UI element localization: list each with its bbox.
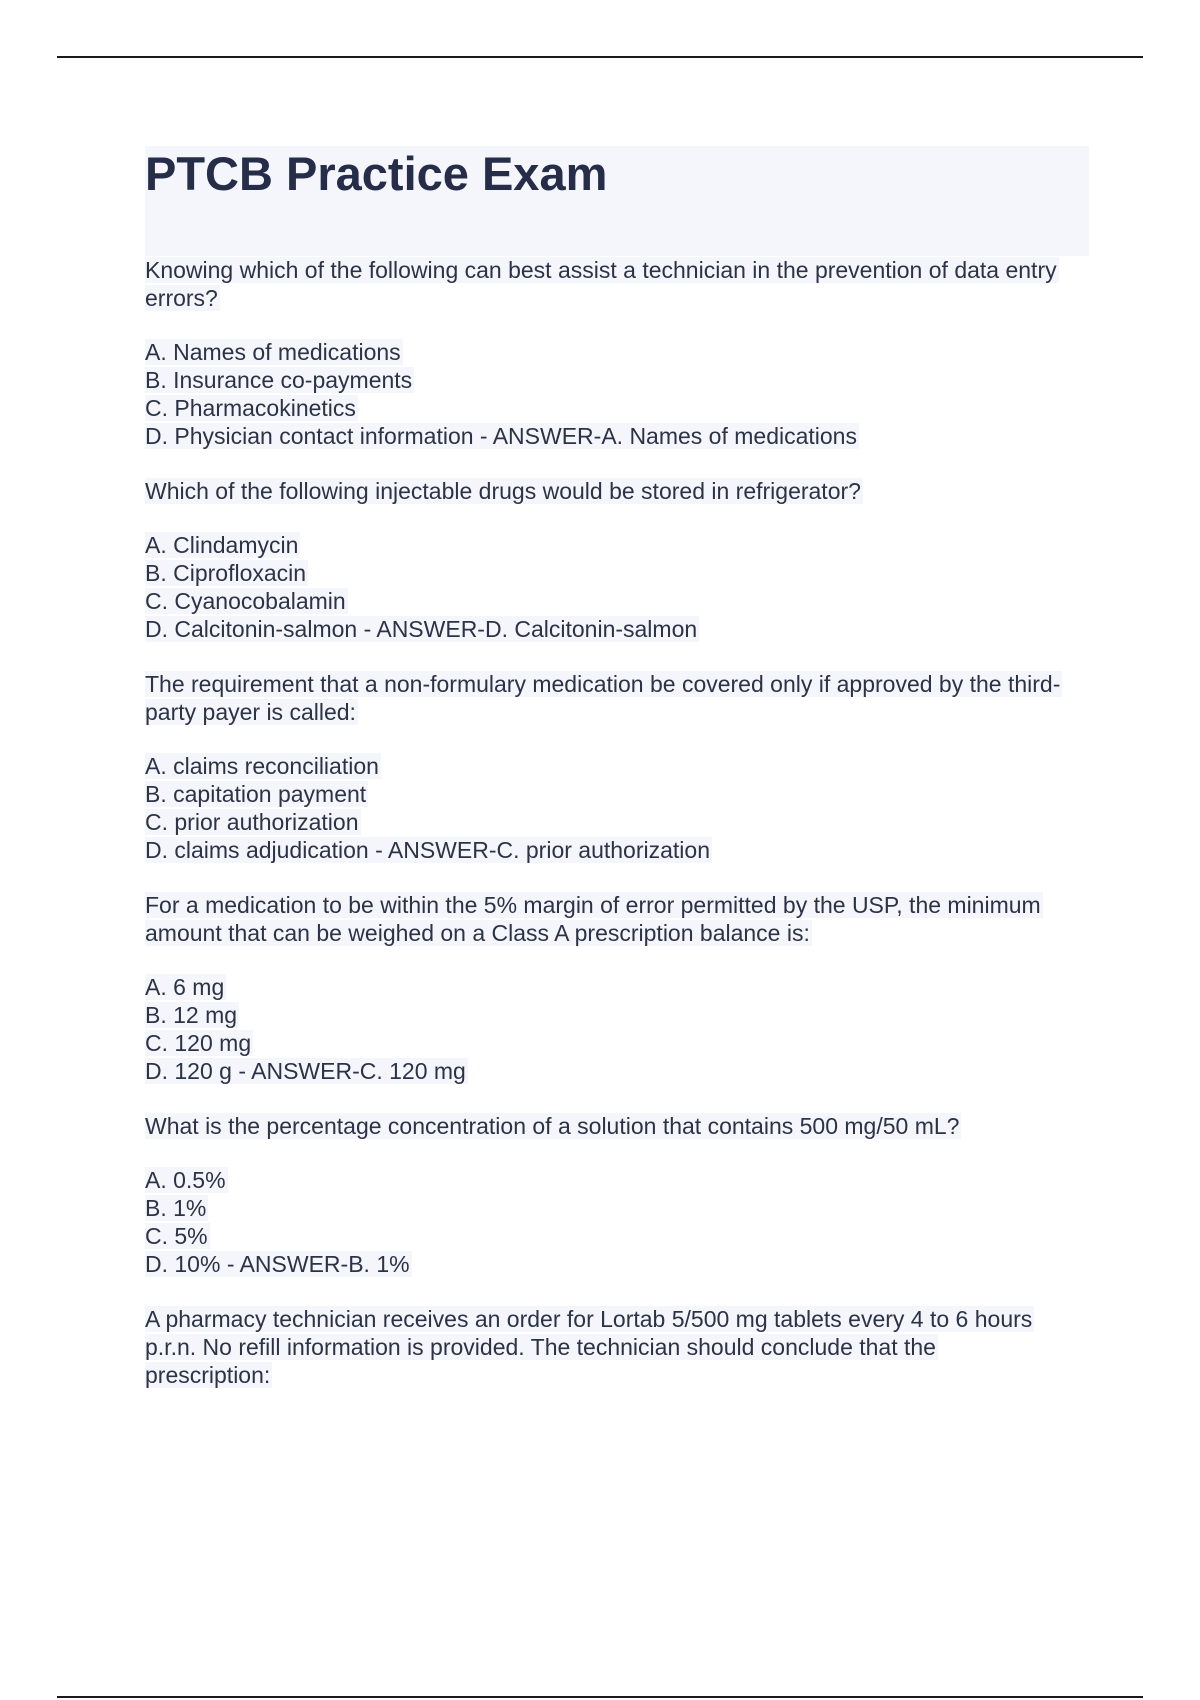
question-6-line-3: prescription: — [145, 1362, 271, 1388]
title-block — [145, 146, 1089, 256]
option-b: B. 1% — [145, 1195, 207, 1221]
question-block-3 — [145, 670, 1105, 864]
option-d-answer: D. claims adjudication - ANSWER-C. prior authorization — [145, 837, 710, 863]
document-body — [145, 256, 1105, 1389]
option-c: C. prior authorization — [145, 809, 359, 835]
question-block-4 — [145, 891, 1105, 1085]
question-text — [145, 891, 1105, 947]
bottom-rule — [57, 1696, 1143, 1698]
options-list — [145, 531, 1105, 643]
option-c: C. Pharmacokinetics — [145, 395, 356, 421]
question-block-1 — [145, 256, 1105, 450]
option-a: A. Clindamycin — [145, 532, 299, 558]
question-block-2 — [145, 477, 1105, 643]
question-3-text: The requirement that a non-formulary medication be covered only if approved by the third-party payer is called: — [145, 671, 1061, 725]
page-title: PTCB Practice Exam — [145, 147, 608, 200]
option-c: C. 5% — [145, 1223, 208, 1249]
question-text — [145, 670, 1105, 726]
option-d-answer: D. 120 g - ANSWER-C. 120 mg — [145, 1058, 466, 1084]
option-c: C. 120 mg — [145, 1030, 252, 1056]
options-list — [145, 752, 1105, 864]
option-b: B. capitation payment — [145, 781, 367, 807]
question-block-5 — [145, 1112, 1105, 1278]
option-b: B. 12 mg — [145, 1002, 238, 1028]
question-2-text: Which of the following injectable drugs would be stored in refrigerator? — [145, 478, 861, 504]
option-a: A. 0.5% — [145, 1167, 226, 1193]
question-1-text: Knowing which of the following can best assist a technician in the prevention of data entry errors? — [145, 257, 1057, 311]
option-d-answer: D. Calcitonin-salmon - ANSWER-D. Calcitonin-salmon — [145, 616, 698, 642]
option-a: A. claims reconciliation — [145, 753, 379, 779]
question-text — [145, 1112, 1105, 1140]
question-5-text: What is the percentage concentration of a solution that contains 500 mg/50 mL? — [145, 1113, 960, 1139]
question-6-line-1: A pharmacy technician receives an order for Lortab 5/500 mg tablets every 4 to 6 hours — [145, 1306, 1033, 1332]
question-text — [145, 477, 1105, 505]
question-4-text: For a medication to be within the 5% margin of error permitted by the USP, the minimum amount that can be weighed on a Class A prescription balance is: — [145, 892, 1041, 946]
options-list — [145, 1166, 1105, 1278]
option-b: B. Ciprofloxacin — [145, 560, 307, 586]
question-text — [145, 1305, 1105, 1389]
top-rule — [57, 56, 1143, 58]
option-a: A. 6 mg — [145, 974, 225, 1000]
options-list — [145, 338, 1105, 450]
options-list — [145, 973, 1105, 1085]
question-block-6 — [145, 1305, 1105, 1389]
option-d-answer: D. Physician contact information - ANSWER-A. Names of medications — [145, 423, 857, 449]
option-b: B. Insurance co-payments — [145, 367, 413, 393]
question-6-line-2: p.r.n. No refill information is provided. The technician should conclude that the — [145, 1334, 936, 1360]
option-c: C. Cyanocobalamin — [145, 588, 346, 614]
option-d-answer: D. 10% - ANSWER-B. 1% — [145, 1251, 410, 1277]
question-text — [145, 256, 1105, 312]
option-a: A. Names of medications — [145, 339, 401, 365]
